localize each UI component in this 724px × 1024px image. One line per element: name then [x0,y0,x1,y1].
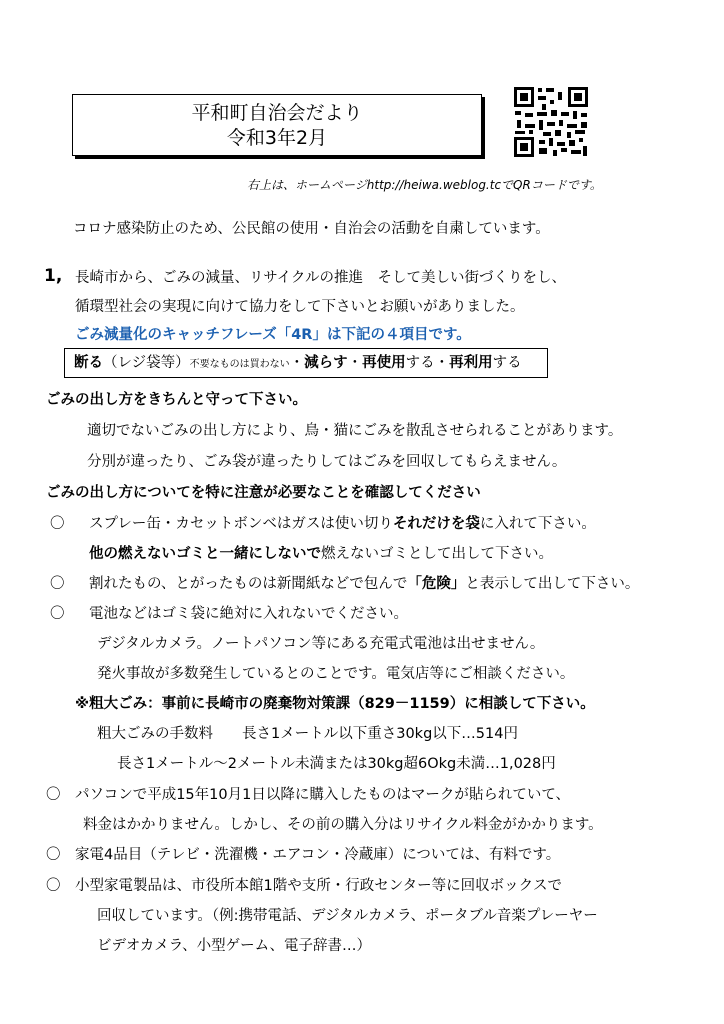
item-spray2-b: 燃えないゴミとして出して下さい。 [321,546,553,562]
rules-line2: 分別が違ったり、ごみ袋が違ったりしてはごみを回収してもらえません。 [87,454,567,470]
item-spray-a: スプレー缶・カセットボンベはガスは使い切り [89,516,393,532]
bullet-pc: 〇 [46,787,61,803]
oversize-fee2: 長さ1メートル～2メートル未満または30kg超6Okg未満…1,028円 [117,756,556,772]
item-spray2-a: 他の燃えないゴミと一緒にしないで [89,546,321,562]
four-r-recycle: 再利用 [449,355,493,371]
item-pc1: パソコンで平成15年10月1日以降に購入したものはマークが貼られていて、 [75,787,571,803]
newsletter-title: 平和町自治会だより [191,102,363,124]
newsletter-date: 令和3年2月 [226,127,328,149]
four-r-refuse: 断る [74,355,103,371]
four-r-sep1: ・ [289,355,305,371]
qr-code-icon [513,86,589,158]
bullet-broken: 〇 [50,576,65,592]
four-r-refuse-small: 不要なものは買わない [189,359,290,370]
bullet-small: 〇 [46,878,61,894]
four-r-reduce: 減らす [304,355,348,371]
rules-heading: ごみの出し方をきちんと守って下さい。 [46,392,307,408]
four-r-sep2: ・ [347,355,363,371]
catchphrase-heading: ごみ減量化のキャッチフレーズ「4R」は下記の４項目です。 [75,327,471,343]
item-spray-b: それだけを袋 [392,516,480,532]
item-small2: 回収しています。（例:携帯電話、デジタルカメラ、ポータブル音楽プレーヤー [97,908,598,924]
section1-line1: 長崎市から、ごみの減量、リサイクルの推進 そして美しい街づくりをし、 [75,270,566,286]
item-pc2: 料金はかかりません。しかし、その前の購入分はリサイクル料金がかかります。 [83,817,603,833]
item-broken-a: 割れたもの、とがったものは新聞紙などで包んで [89,576,408,592]
four-r-reuse-suffix: する・ [405,355,450,371]
four-r-refuse-note: （レジ袋等） [103,355,190,371]
bullet-battery: 〇 [50,606,65,622]
item-broken [89,572,644,593]
item-broken-b: 「危険」 [407,576,466,592]
four-r-reuse: 再使用 [362,355,406,371]
item-spray [89,512,596,533]
item-battery2: デジタルカメラ。ノートパソコン等にある充電式電池は出せません。 [97,636,545,652]
item-battery3: 発火事故が多数発生しているとのことです。電気店等にご相談ください。 [97,666,575,682]
newsletter-title-box [72,94,482,156]
section-number: 1, [44,266,63,286]
item-battery: 電池などはゴミ袋に絶対に入れないでください。 [89,606,408,622]
item-broken-c: と表示して出して下さい。 [465,576,640,592]
intro-text: コロナ感染防止のため、公民館の使用・自治会の活動を自粛しています。 [73,221,550,237]
oversize-notice: ※粗大ごみ：事前に長崎市の廃棄物対策課（829－1159）に相談して下さい。 [75,696,595,712]
item-small3: ビデオカメラ、小型ゲーム、電子辞書…） [97,938,372,954]
item-spray2 [89,542,553,563]
oversize-fee1: 粗大ごみの手数料 長さ1メートル以下重さ30kg以下…514円 [97,726,518,742]
four-r-box [64,348,548,378]
item-small1: 小型家電製品は、市役所本館1階や支所・行政センター等に回収ボックスで [75,878,562,894]
item-appliance: 家電4品目（テレビ・洗濯機・エアコン・冷蔵庫）については、有料です。 [75,847,561,863]
rules-line1: 適切でないごみの出し方により、鳥・猫にごみを散乱させられることがあります。 [87,423,623,439]
four-r-recycle-suffix: する [492,355,522,371]
qr-note: 右上は、ホームページhttp://heiwa.weblog.tcでQRコードです。 [247,178,602,192]
bullet-appliance: 〇 [46,847,61,863]
bullet-spray: 〇 [50,516,65,532]
item-spray-c: に入れて下さい。 [479,516,596,532]
caution-heading: ごみの出し方についてを特に注意が必要なことを確認してください [46,485,481,501]
section1-line2: 循環型社会の実現に向けて協力をして下さいとお願いがありました。 [75,299,525,315]
